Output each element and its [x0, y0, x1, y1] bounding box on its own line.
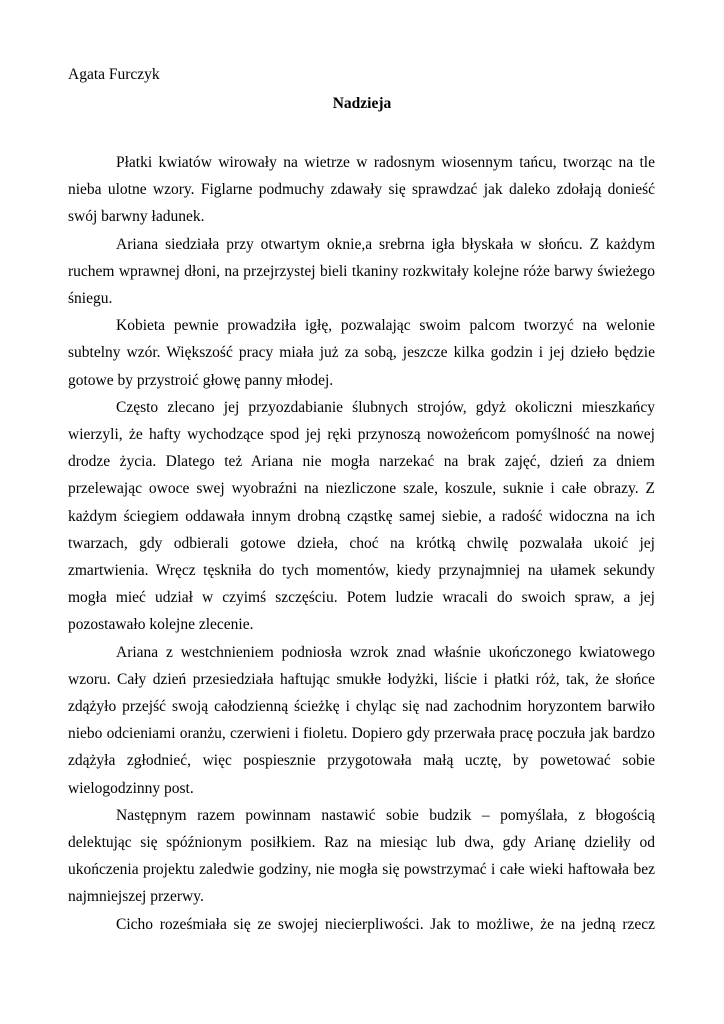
- paragraph: Płatki kwiatów wirowały na wietrze w radosnym wiosennym tańcu, tworząc na tle nieba ulotne wzory. Figlarne podmuchy zdawały się sprawdzać jak daleko zdołają donieść swój barwny ładunek.: [68, 154, 655, 226]
- story-title: Nadzieja: [332, 95, 392, 112]
- paragraph: Ariana siedziała przy otwartym oknie,a srebrna igła błyskała w słońcu. Z każdym ruchem wprawnej dłoni, na przejrzystej bieli tkaniny rozkwitały kolejne róże barwy świeżego śniegu.: [68, 235, 655, 308]
- paragraph: Następnym razem powinnam nastawić sobie budzik – pomyślała, z błogością delektując się spóźnionym posiłkiem. Raz na miesiąc lub dwa, gdy Arianę dzieliły od ukończenia projektu zaledwie godziny, nie mogła się powstrzymać i całe wieki haftowała bez najmniejszej przerwy.: [68, 806, 655, 906]
- author-name: Agata Furczyk: [68, 66, 160, 83]
- paragraph: Często zlecano jej przyozdabianie ślubnych strojów, gdyż okoliczni mieszkańcy wierzyli, że hafty wychodzące spod jej ręki przynoszą nowożeńcom pomyślność na nowej drodze życia. Dlatego też Ariana nie mogła narzekać na brak zajęć, dzień za dniem przelewając owoce swej wyobraźni na niezliczone szale, koszule, suknie i całe obrazy. Z każdym ściegiem oddawała innym drobną cząstkę samej siebie, a radość widoczna na ich twarzach, gdy odbierali gotowe dzieła, choć na krótką chwilę pozwalała ukoić jej zmartwienia. Wręcz tęskniła do tych momentów, kiedy przynajmniej na ułamek sekundy mogła mieć udział w czyimś szczęściu. Potem ludzie wracali do swoich spraw, a jej pozostawało kolejne zlecenie.: [68, 398, 655, 634]
- story-body: [68, 149, 655, 938]
- paragraph: Kobieta pewnie prowadziła igłę, pozwalając swoim palcom tworzyć na welonie subtelny wzór. Większość pracy miała już za sobą, jeszcze kilka godzin i jej dzieło będzie gotowe by przystroić głowę panny młodej.: [68, 317, 655, 389]
- paragraph: Cicho roześmiała się ze swojej niecierpliwości. Jak to możliwe, że na jedną rzecz: [116, 915, 655, 933]
- paragraph: Ariana z westchnieniem podniosła wzrok znad właśnie ukończonego kwiatowego wzoru. Cały dzień przesiedziała haftując smukłe łodyżki, liście i płatki róż, tak, że słońce zdążyło przejść swoją całodzienną ścieżkę i chyląc się nad zachodnim horyzontem barwiło niebo odcieniami oranżu, czerwieni i fioletu. Dopiero gdy przerwała pracę poczuła jak bardzo zdążyła zgłodnieć, więc pospiesznie przygotowała małą ucztę, by powetować sobie wielogodzinny post.: [68, 643, 655, 797]
